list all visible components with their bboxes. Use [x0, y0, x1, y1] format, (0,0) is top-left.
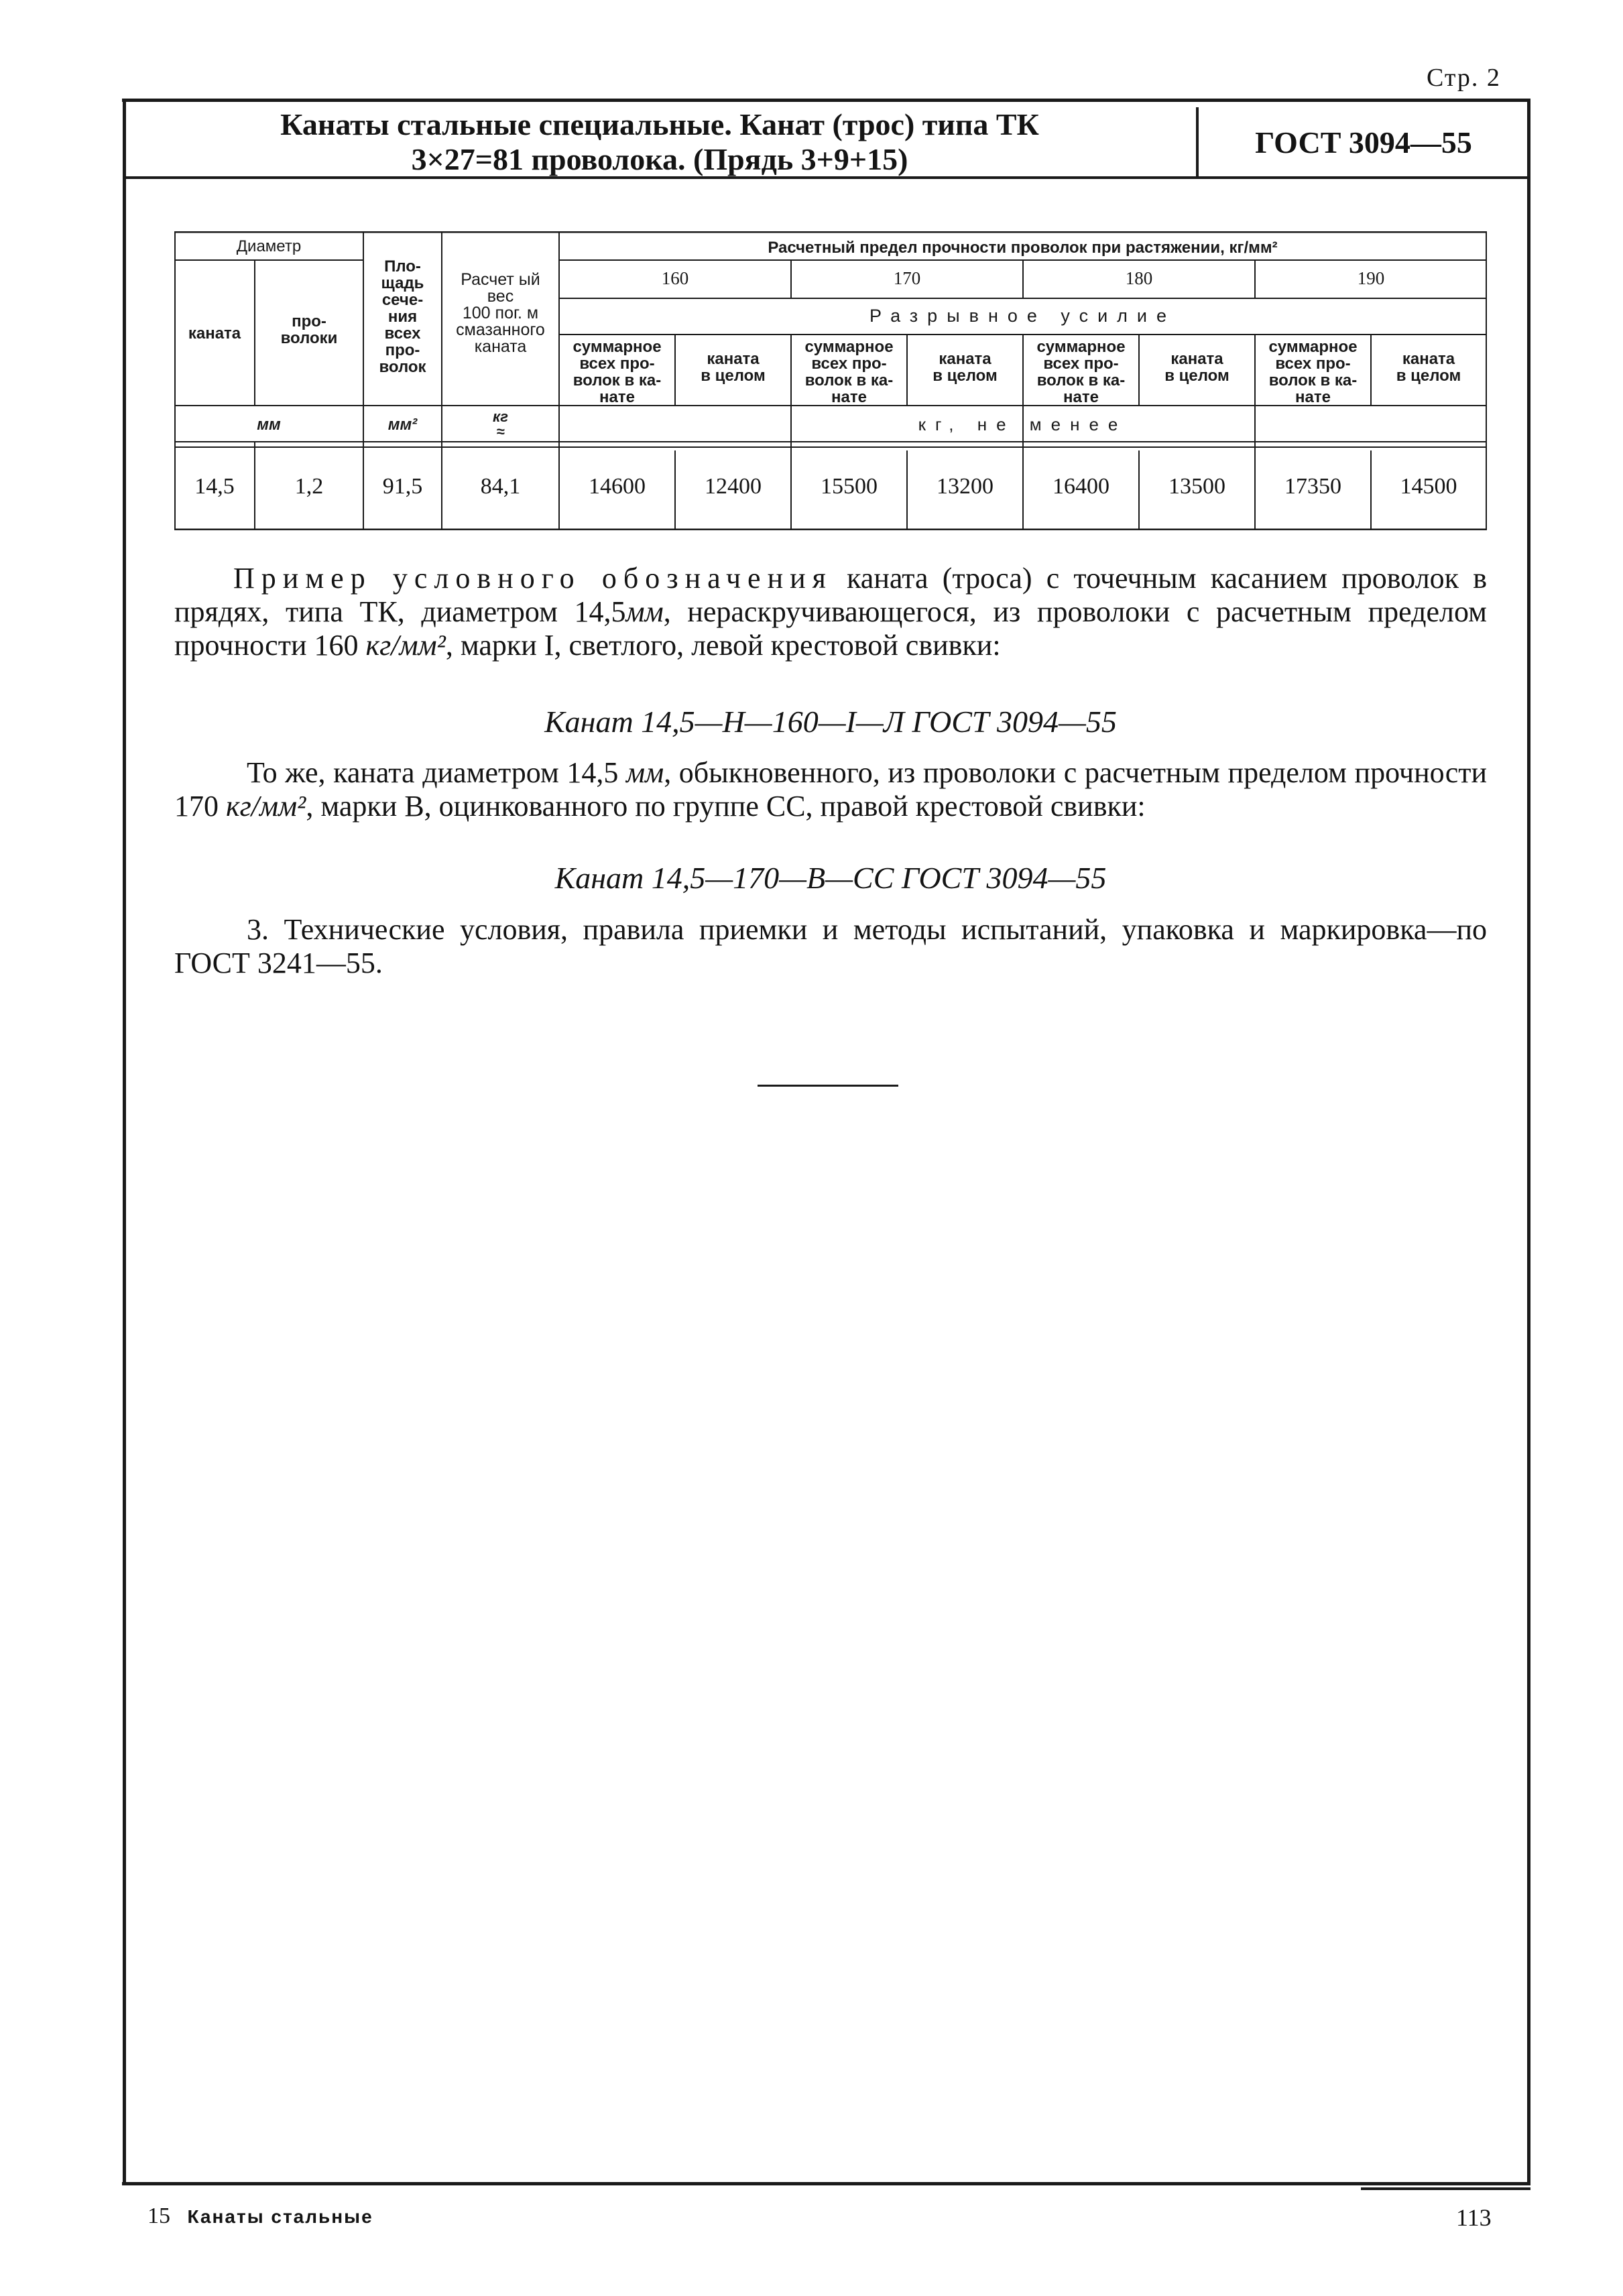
- clause-3: 3. Технические условия, правила приемки и методы испытаний, упаковка и маркировка—по ГОСТ 3241—55.: [174, 913, 1487, 979]
- unit-mm2: мм²: [387, 416, 418, 434]
- page-number: Стр. 2: [1427, 64, 1501, 92]
- header-sum-170: суммарное всех про- волок в ка- нате: [804, 338, 894, 406]
- designation-formula-2: Канат 14,5—170—В—СС ГОСТ 3094—55: [554, 861, 1107, 895]
- cell-sum-180: 16400: [1053, 474, 1109, 499]
- header-wire-diameter: про- волоки: [280, 312, 338, 347]
- title-line-2: 3×27=81 проволока. (Прядь 3+9+15): [411, 142, 908, 176]
- grade-180: 180: [1125, 268, 1153, 288]
- cell-whole-180: 13500: [1168, 474, 1225, 499]
- footer-page-number: 113: [1456, 2204, 1492, 2231]
- example-paragraph-2: [174, 756, 1487, 823]
- footer-sheet-number: 15: [147, 2203, 170, 2228]
- header-diameter: Диаметр: [236, 237, 302, 255]
- example-text-2: , нераскручивающегося, из проволоки с расчетным пределом прочности 160: [174, 595, 1487, 662]
- grade-170: 170: [893, 268, 921, 288]
- footer-collection-title: Канаты стальные: [187, 2206, 373, 2227]
- footer-left: [147, 2203, 373, 2229]
- example2-text-3: , марки В, оцинкованного по группе СС, правой крестовой свивки:: [306, 790, 1146, 823]
- unit-kg: кг ≈: [493, 408, 508, 440]
- cell-sum-190: 17350: [1284, 474, 1341, 499]
- cell-area: 91,5: [382, 474, 423, 499]
- header-weight: Расчет ый вес 100 пог. м смазанного каната: [456, 270, 545, 356]
- cell-sum-160: 14600: [589, 474, 646, 499]
- header-whole-190: каната в целом: [1396, 350, 1461, 385]
- cell-whole-160: 12400: [705, 474, 762, 499]
- frame-bottom-rule-extra: [1361, 2187, 1530, 2190]
- header-whole-170: каната в целом: [933, 350, 998, 385]
- standard-code: ГОСТ 3094—55: [1255, 125, 1472, 160]
- title-line-1: Канаты стальные специальные. Канат (трос) типа ТК: [280, 107, 1039, 141]
- cell-wire-diameter: 1,2: [294, 474, 324, 499]
- unit-kgmm2-inline-2: кг/мм²: [226, 790, 306, 823]
- grade-190: 190: [1357, 268, 1385, 288]
- header-rule: [126, 176, 1527, 179]
- cell-rope-diameter: 14,5: [194, 474, 235, 499]
- frame-bottom-rule: [122, 2182, 1530, 2185]
- unit-mm-inline-1: мм: [625, 595, 664, 628]
- grade-160: 160: [661, 268, 689, 288]
- document-title: [126, 107, 1193, 177]
- header-rope-diameter: каната: [188, 324, 241, 343]
- unit-kgmm2-inline-1: кг/мм²: [365, 629, 446, 662]
- cell-weight: 84,1: [480, 474, 521, 499]
- example2-text-2: , обыкновенного, из проволоки с расчетным пределом прочности 170: [174, 756, 1488, 823]
- frame-top-rule: [122, 99, 1530, 102]
- header-whole-160: каната в целом: [701, 350, 766, 385]
- designation-formula-1: Канат 14,5—Н—160—I—Л ГОСТ 3094—55: [544, 705, 1117, 739]
- unit-mm: мм: [257, 416, 281, 434]
- header-sum-180: суммарное всех про- волок в ка- нате: [1036, 338, 1126, 406]
- end-rule: [758, 1085, 898, 1087]
- header-divider: [1196, 107, 1199, 178]
- unit-force: кг, не менее: [918, 414, 1128, 434]
- cell-sum-170: 15500: [821, 474, 878, 499]
- unit-mm-inline-2: мм: [626, 756, 664, 789]
- example-text-3: , марки I, светлого, левой крестовой свивки:: [445, 629, 1001, 662]
- header-sum-190: суммарное всех про- волок в ка- нате: [1268, 338, 1358, 406]
- example2-text-1: То же, каната диаметром 14,5: [247, 756, 619, 789]
- header-sum-160: суммарное всех про- волок в ка- нате: [573, 338, 662, 406]
- example-lead-spaced: Пример условного обозначения: [233, 562, 833, 595]
- cell-whole-170: 13200: [937, 474, 994, 499]
- header-whole-180: каната в целом: [1164, 350, 1229, 385]
- frame-left-rule: [123, 99, 126, 2185]
- example-paragraph-1: [174, 562, 1487, 662]
- header-strength: Расчетный предел прочности проволок при растяжении, кг/мм²: [768, 239, 1278, 257]
- header-area: Пло- щадь сече- ния всех про- волок: [379, 257, 426, 376]
- frame-right-rule: [1527, 99, 1530, 2185]
- header-breaking-force: Разрывное усилие: [869, 306, 1177, 326]
- rope-specs-table: [174, 231, 1487, 530]
- example-text-1: каната (троса) с точечным касанием проволок в прядях, типа ТК, диаметром 14,5: [174, 562, 1487, 628]
- cell-whole-190: 14500: [1400, 474, 1457, 499]
